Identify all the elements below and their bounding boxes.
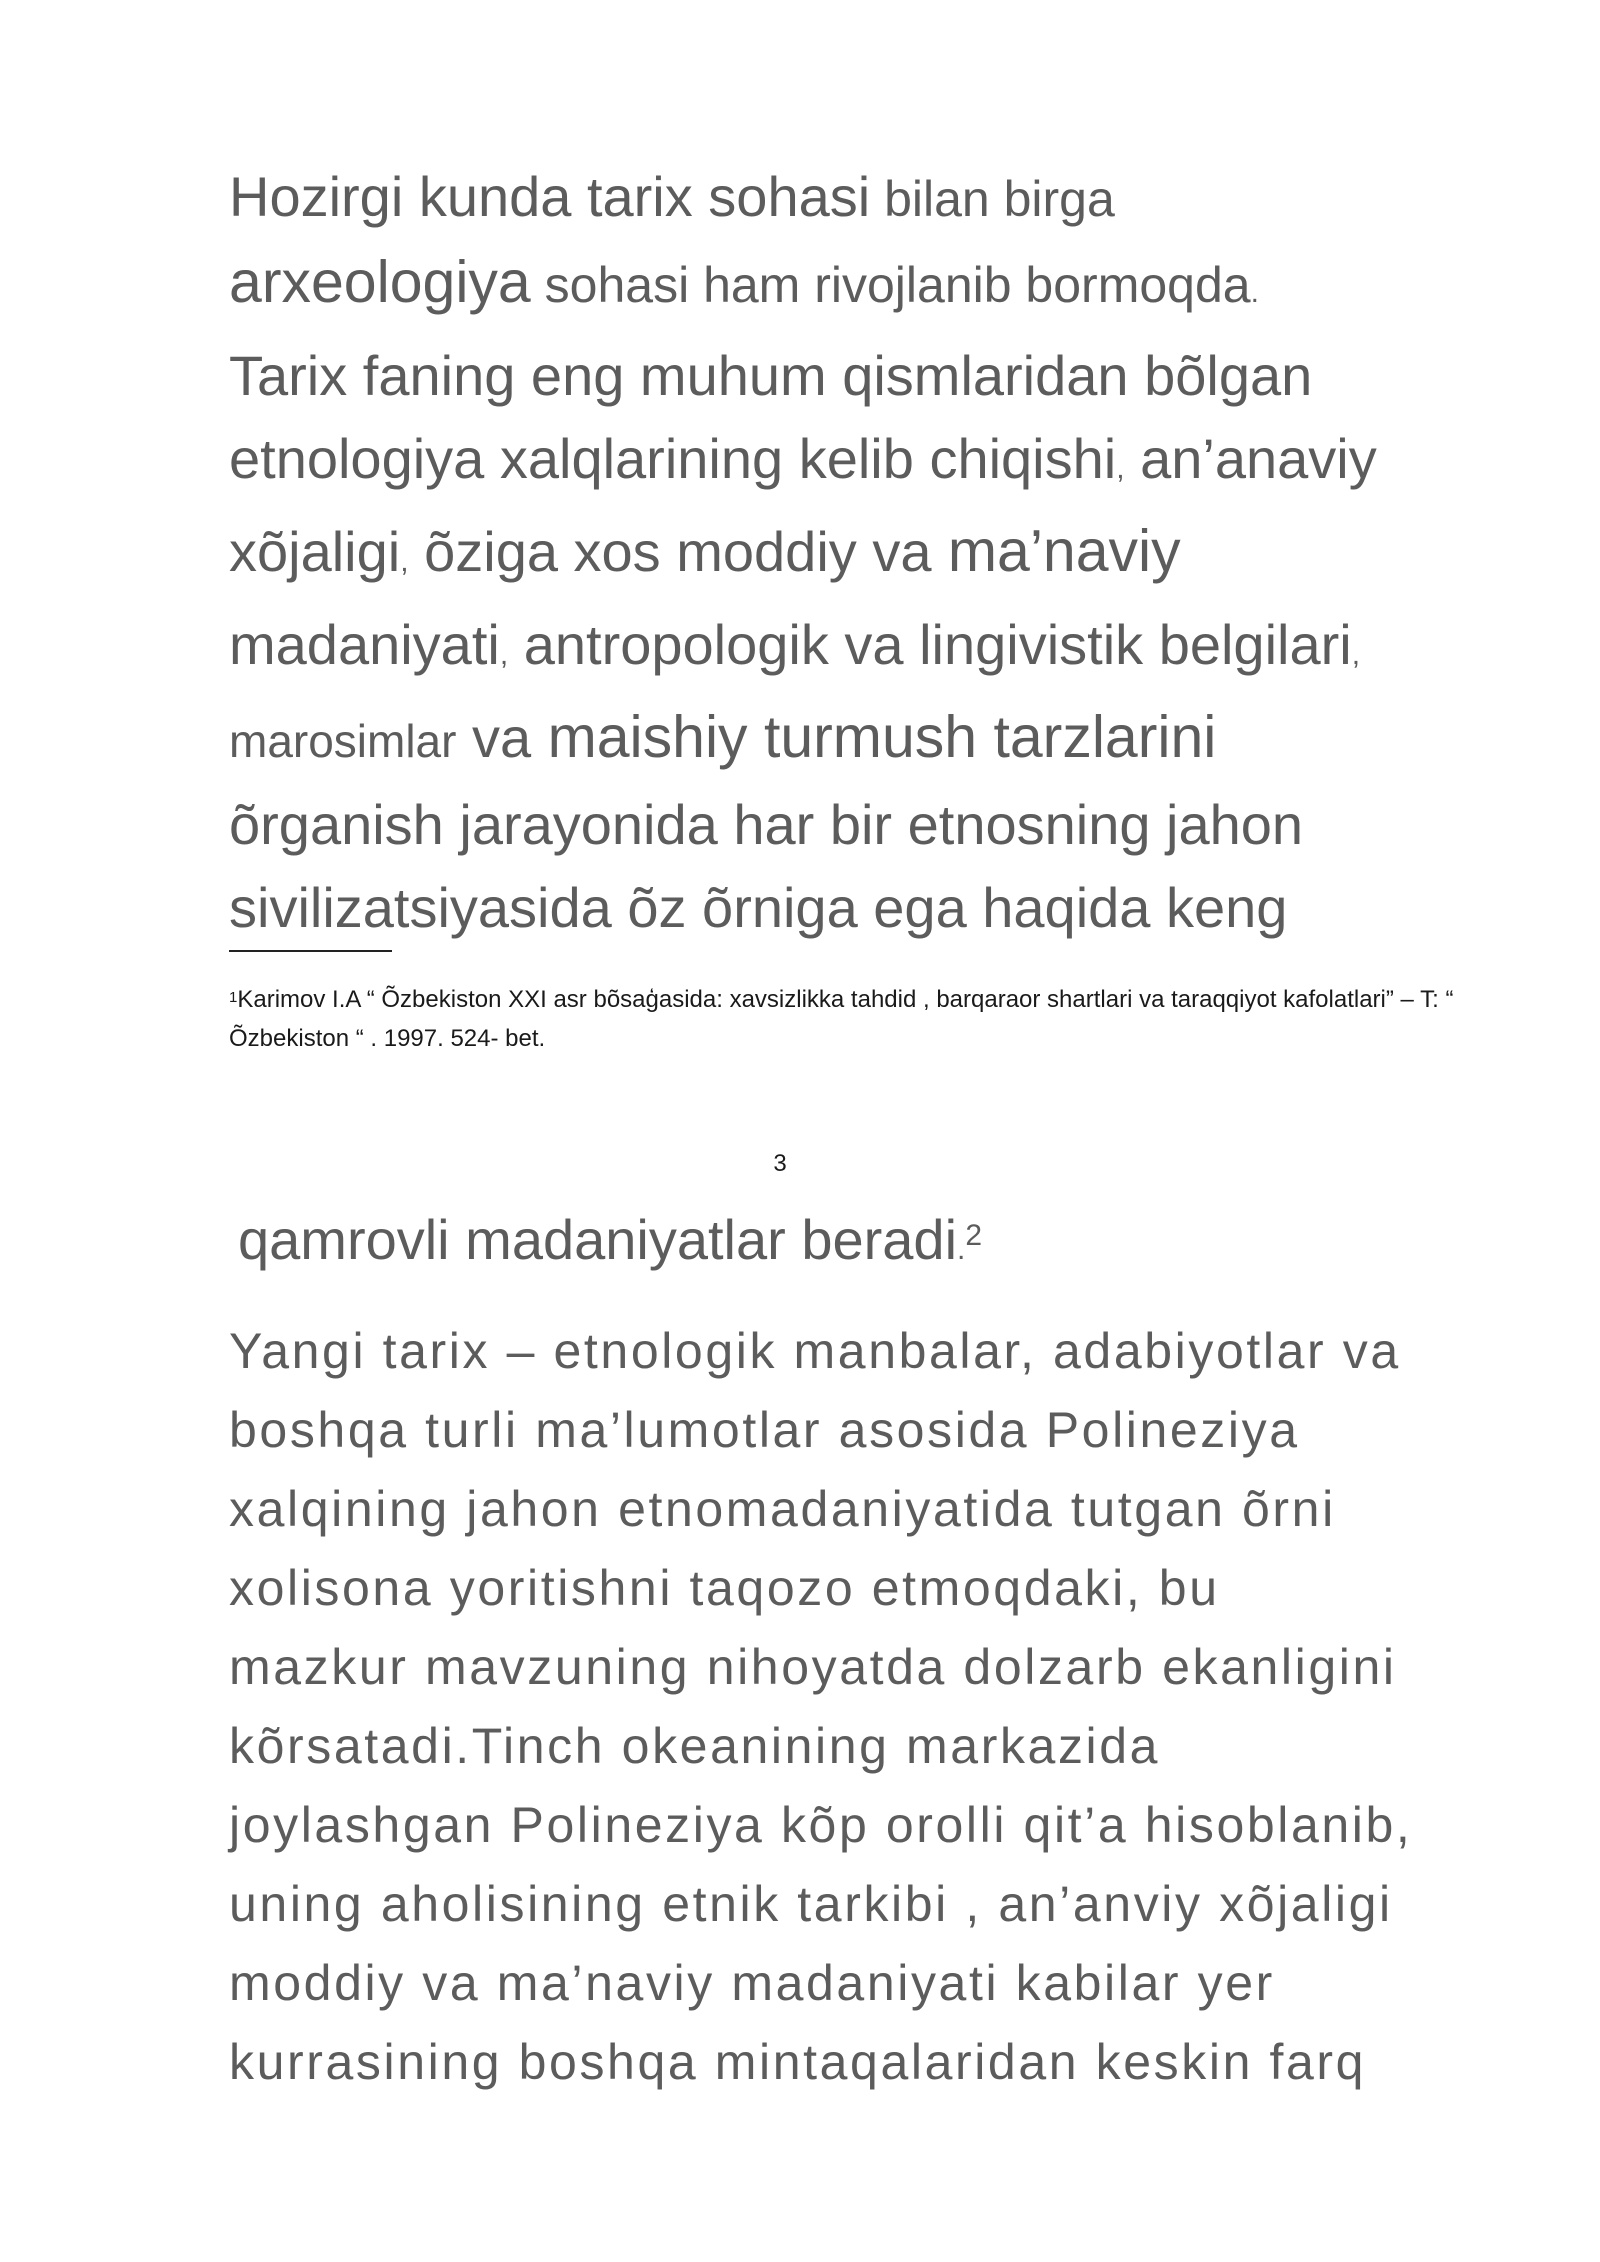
p1-text: bilan birga xyxy=(870,171,1115,227)
p2-line: Yangi tarix – etnologik manbalar, adabiyotlar va xyxy=(229,1323,1401,1379)
page-upper xyxy=(229,155,1479,949)
p1-text: etnologiya xalqlarining kelib chiqishi xyxy=(229,427,1117,490)
p1-text: , xyxy=(1116,452,1125,485)
p1-line6 xyxy=(229,613,1360,676)
p1-line8: õrganish jarayonida har bir etnosning jahon xyxy=(229,793,1304,856)
p1-text: antropologik va lingivistik belgilari xyxy=(508,613,1352,676)
p1-line5 xyxy=(229,520,1181,583)
p1-text: an’anaviy xyxy=(1124,427,1377,490)
p1-text: ma’naviy xyxy=(931,518,1181,584)
footnote-text: Karimov I.A “ Õzbekiston XXI asr bõsaģasida: xavsizlikka tahdid , barqaraor shartlari va taraqqiyot kafolatlari” – T: “ Õzbekiston “ . 1997. 524- bet. xyxy=(229,986,1454,1052)
p1-text: va xyxy=(456,706,532,769)
footnote-ref: 2 xyxy=(965,1219,983,1252)
footnote xyxy=(229,980,1479,1058)
p1-line9: sivilizatsiyasida õz õrniga ega haqida keng xyxy=(229,876,1288,939)
p1-line3: Tarix faning eng muhum qismlaridan bõlgan xyxy=(229,344,1313,407)
continuation-text: qamrovli madaniyatlar beradi xyxy=(238,1208,958,1271)
p1-text: marosimlar xyxy=(229,715,457,767)
p1-text: maishiy turmush tarzlarini xyxy=(531,704,1217,770)
p1-text: Hozirgi kunda tarix sohasi xyxy=(229,165,871,228)
p2-line: moddiy va ma’naviy madaniyati kabilar yer xyxy=(229,1955,1275,2011)
body-paragraph xyxy=(229,1312,1529,2102)
continuation-line xyxy=(238,1200,982,1290)
p1-text: madaniyati xyxy=(229,613,500,676)
p1-line1 xyxy=(229,165,1115,228)
p2-line: uning aholisining etnik tarkibi , an’anviy xõjaligi xyxy=(229,1876,1393,1932)
p1-text: xõjaligi xyxy=(229,520,401,583)
p2-line: joylashgan Polineziya kõp orolli qit’a hisoblanib, xyxy=(229,1797,1413,1853)
p1-text: arxeologiya xyxy=(229,249,531,315)
p2-line: boshqa turli ma’lumotlar asosida Polineziya xyxy=(229,1402,1300,1458)
continuation-period: . xyxy=(957,1233,966,1266)
p2-line: kurrasining boshqa mintaqalaridan keskin farq xyxy=(229,2034,1367,2090)
p1-text: , xyxy=(499,638,509,671)
p1-text: . xyxy=(1250,276,1259,309)
p2-line: mazkur mavzuning nihoyatda dolzarb ekanligini xyxy=(229,1639,1397,1695)
page-number: 3 xyxy=(773,1150,787,1177)
p1-line7 xyxy=(229,706,1216,769)
p2-line: xolisona yoritishni taqozo etmoqdaki, bu xyxy=(229,1560,1220,1616)
p2-line: kõrsatadi.Tinch okeanining markazida xyxy=(229,1718,1161,1774)
footnote-separator xyxy=(229,950,392,952)
p1-line4 xyxy=(229,427,1377,490)
p2-line: xalqining jahon etnomadaniyatida tutgan õrni xyxy=(229,1481,1336,1537)
p1-text: õziga xos moddiy va xyxy=(408,520,932,583)
p1-line2 xyxy=(229,251,1259,314)
intro-paragraph xyxy=(229,155,1479,949)
p1-text: , xyxy=(1351,638,1361,671)
p1-text: , xyxy=(400,545,409,578)
footnote-marker: 1 xyxy=(229,989,238,1006)
p1-text: sohasi ham rivojlanib bormoqda xyxy=(530,257,1251,313)
